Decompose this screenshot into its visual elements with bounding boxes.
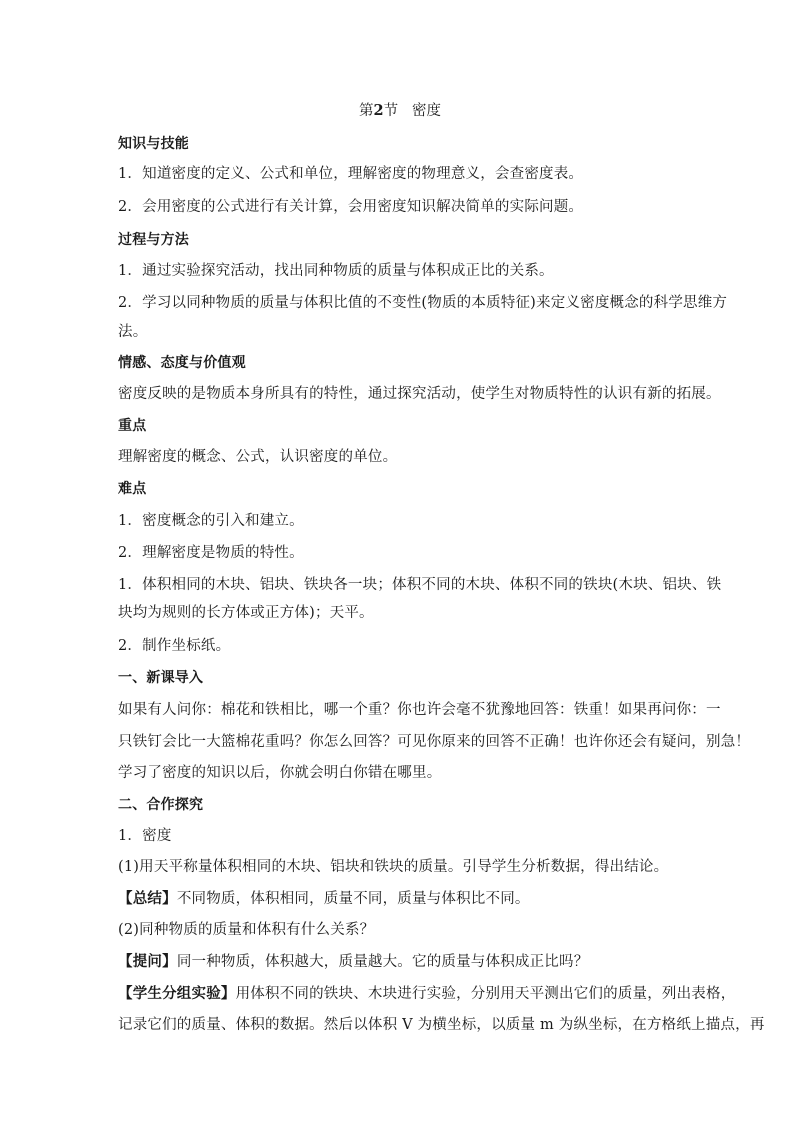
body-line: 1．知道密度的定义、公式和单位，理解密度的物理意义，会查密度表。 xyxy=(118,166,584,182)
tag-text: 同一种物质，体积越大，质量越大。它的质量与体积成正比吗？ xyxy=(176,954,589,970)
body-line: (1)用天平称量体积相同的木块、铝块和铁块的质量。引导学生分析数据，得出结论。 xyxy=(118,859,669,875)
body-line: 2．学习以同种物质的质量与体积比值的不变性(物质的本质特征)来定义密度概念的科学思维方 xyxy=(118,295,728,311)
title-prefix: 第 xyxy=(359,103,374,119)
section-heading-attitude: 情感、态度与价值观 xyxy=(118,355,246,371)
body-line: 理解密度的概念、公式，认识密度的单位。 xyxy=(118,449,398,465)
section-heading-difficulty: 难点 xyxy=(118,481,147,497)
body-line: 2．制作坐标纸。 xyxy=(118,638,231,654)
title-number: 2 xyxy=(373,102,384,119)
section-heading-introduction: 一、新课导入 xyxy=(118,670,204,686)
body-line: 1．通过实验探究活动，找出同种物质的质量与体积成正比的关系。 xyxy=(118,263,554,279)
tagged-line-summary xyxy=(118,889,530,909)
body-line: 只铁钉会比一大篮棉花重吗？你怎么回答？可见你原来的回答不正确！也许你还会有疑问，别急！ xyxy=(118,734,751,750)
tag-label: 【提问】 xyxy=(118,953,177,970)
body-line: 2．理解密度是物质的特性。 xyxy=(118,545,304,561)
body-line: (2)同种物质的质量和体积有什么关系？ xyxy=(118,922,375,938)
page-title xyxy=(0,101,800,121)
section-heading-process: 过程与方法 xyxy=(118,232,189,248)
body-line: 1．体积相同的木块、铝块、铁块各一块；体积不同的木块、体积不同的铁块(木块、铝块、铁 xyxy=(118,577,722,593)
body-line: 密度反映的是物质本身所具有的特性，通过探究活动，使学生对物质特性的认识有新的拓展。 xyxy=(118,386,721,402)
body-line: 记录它们的质量、体积的数据。然后以体积 V 为横坐标，以质量 m 为纵坐标，在方格纸上描点，再 xyxy=(118,1017,765,1033)
tag-label: 【总结】 xyxy=(118,890,177,907)
body-line: 2．会用密度的公式进行有关计算，会用密度知识解决简单的实际问题。 xyxy=(118,199,584,215)
tagged-line-question xyxy=(118,952,588,972)
body-line: 1．密度 xyxy=(118,828,172,844)
title-name: 密度 xyxy=(411,103,441,119)
tagged-line-experiment xyxy=(118,984,735,1004)
body-line: 1．密度概念的引入和建立。 xyxy=(118,513,304,529)
tag-label: 【学生分组实验】 xyxy=(118,985,236,1002)
tag-text: 用体积不同的铁块、木块进行实验，分别用天平测出它们的质量，列出表格， xyxy=(235,986,736,1002)
body-line: 学习了密度的知识以后，你就会明白你错在哪里。 xyxy=(118,765,442,781)
section-heading-cooperation: 二、合作探究 xyxy=(118,797,204,813)
body-line: 如果有人问你：棉花和铁相比，哪一个重？你也许会毫不犹豫地回答：铁重！如果再问你：一 xyxy=(118,702,721,718)
body-line: 块均为规则的长方体或正方体)；天平。 xyxy=(118,605,374,621)
tag-text: 不同物质，体积相同，质量不同，质量与体积比不同。 xyxy=(176,891,530,907)
body-line: 法。 xyxy=(118,324,148,340)
title-suffix: 节 xyxy=(383,103,399,119)
section-heading-key-point: 重点 xyxy=(118,418,147,434)
section-heading-knowledge: 知识与技能 xyxy=(118,136,189,152)
